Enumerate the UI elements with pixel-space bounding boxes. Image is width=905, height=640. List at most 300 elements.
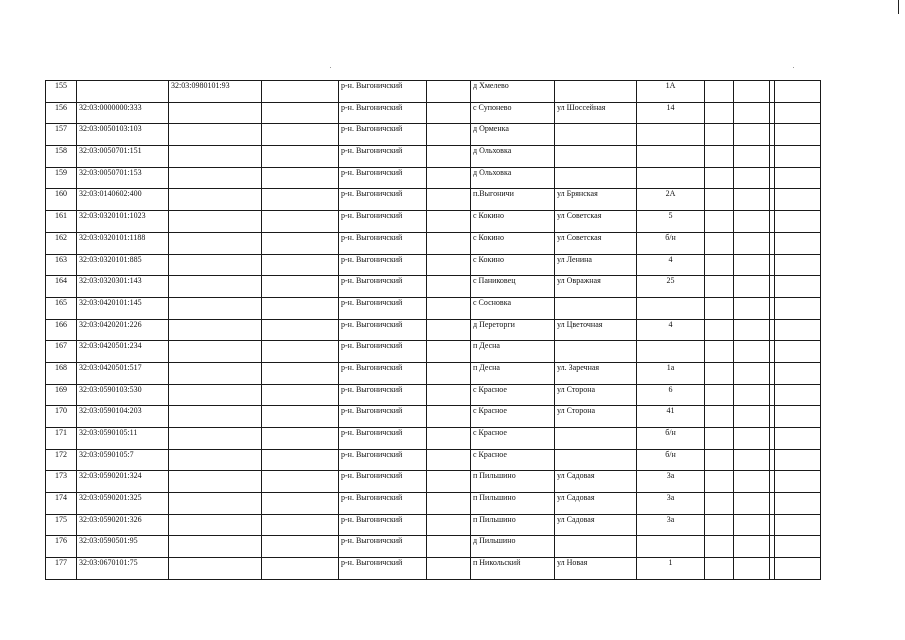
empty-cell: [734, 297, 770, 319]
district-cell: р-н. Выгоничский: [339, 536, 427, 558]
empty-cell: [427, 406, 471, 428]
house-number-cell: 3а: [637, 493, 705, 515]
empty-cell: [427, 167, 471, 189]
street-cell: [555, 124, 637, 146]
settlement-cell: д Орменка: [471, 124, 555, 146]
house-number-cell: 1а: [637, 362, 705, 384]
cadastral-number-alt-cell: [169, 124, 262, 146]
house-number-cell: 3а: [637, 514, 705, 536]
settlement-cell: д Переторги: [471, 319, 555, 341]
row-number-cell: 170: [46, 406, 77, 428]
street-cell: [555, 167, 637, 189]
district-cell: р-н. Выгоничский: [339, 471, 427, 493]
empty-cell: [262, 341, 339, 363]
table-row: [46, 341, 821, 363]
cadastral-number-cell: [77, 81, 169, 103]
house-number-cell: 4: [637, 319, 705, 341]
district-cell: р-н. Выгоничский: [339, 384, 427, 406]
cadastral-number-alt-cell: [169, 319, 262, 341]
empty-cell: [262, 297, 339, 319]
house-number-cell: б/н: [637, 428, 705, 450]
empty-cell: [427, 146, 471, 168]
house-number-cell: 5: [637, 211, 705, 233]
page-edge-mark: [898, 0, 899, 14]
street-cell: ул Советская: [555, 232, 637, 254]
empty-cell: [775, 189, 821, 211]
street-cell: [555, 449, 637, 471]
cadastral-number-cell: 32:03:0670101:75: [77, 558, 169, 580]
settlement-cell: с Паниковец: [471, 276, 555, 298]
district-cell: р-н. Выгоничский: [339, 254, 427, 276]
empty-cell: [705, 558, 734, 580]
empty-cell: [262, 514, 339, 536]
cadastral-number-alt-cell: [169, 232, 262, 254]
empty-cell: [775, 232, 821, 254]
settlement-cell: с Кокино: [471, 232, 555, 254]
street-cell: [555, 297, 637, 319]
table-row: [46, 319, 821, 341]
empty-cell: [734, 493, 770, 515]
empty-cell: [734, 471, 770, 493]
cadastral-number-alt-cell: [169, 297, 262, 319]
empty-cell: [262, 449, 339, 471]
house-number-cell: 4: [637, 254, 705, 276]
cadastral-number-cell: 32:03:0140602:400: [77, 189, 169, 211]
empty-cell: [705, 536, 734, 558]
empty-cell: [427, 341, 471, 363]
cadastral-number-alt-cell: [169, 167, 262, 189]
table-row: [46, 536, 821, 558]
row-number-cell: 167: [46, 341, 77, 363]
empty-cell: [705, 232, 734, 254]
cadastral-number-cell: 32:03:0590201:324: [77, 471, 169, 493]
empty-cell: [262, 124, 339, 146]
row-number-cell: 177: [46, 558, 77, 580]
row-number-cell: 168: [46, 362, 77, 384]
district-cell: р-н. Выгоничский: [339, 81, 427, 103]
empty-cell: [734, 254, 770, 276]
empty-cell: [262, 362, 339, 384]
empty-cell: [427, 81, 471, 103]
house-number-cell: [637, 167, 705, 189]
empty-cell: [427, 124, 471, 146]
empty-cell: [705, 514, 734, 536]
empty-cell: [734, 167, 770, 189]
settlement-cell: п Пильшино: [471, 471, 555, 493]
table-row: [46, 493, 821, 515]
district-cell: р-н. Выгоничский: [339, 124, 427, 146]
cadastral-number-alt-cell: [169, 254, 262, 276]
empty-cell: [427, 102, 471, 124]
empty-cell: [705, 471, 734, 493]
empty-cell: [775, 428, 821, 450]
empty-cell: [775, 449, 821, 471]
empty-cell: [734, 81, 770, 103]
district-cell: р-н. Выгоничский: [339, 276, 427, 298]
row-number-cell: 172: [46, 449, 77, 471]
cadastral-number-alt-cell: [169, 146, 262, 168]
district-cell: р-н. Выгоничский: [339, 232, 427, 254]
empty-cell: [705, 493, 734, 515]
empty-cell: [427, 471, 471, 493]
cadastral-number-cell: 32:03:0590501:95: [77, 536, 169, 558]
empty-cell: [262, 167, 339, 189]
cadastral-number-cell: 32:03:0590201:325: [77, 493, 169, 515]
empty-cell: [262, 319, 339, 341]
district-cell: р-н. Выгоничский: [339, 428, 427, 450]
table-row: [46, 189, 821, 211]
cadastral-number-alt-cell: [169, 102, 262, 124]
cadastral-number-alt-cell: [169, 536, 262, 558]
table-row: [46, 384, 821, 406]
table-row: [46, 167, 821, 189]
empty-cell: [775, 211, 821, 233]
empty-cell: [427, 493, 471, 515]
house-number-cell: [637, 146, 705, 168]
empty-cell: [775, 384, 821, 406]
settlement-cell: п Десна: [471, 341, 555, 363]
cadastral-number-cell: 32:03:0420501:517: [77, 362, 169, 384]
empty-cell: [705, 189, 734, 211]
empty-cell: [427, 189, 471, 211]
empty-cell: [427, 536, 471, 558]
street-cell: ул Садовая: [555, 471, 637, 493]
settlement-cell: с Сосновка: [471, 297, 555, 319]
empty-cell: [705, 319, 734, 341]
settlement-cell: с Красное: [471, 428, 555, 450]
settlement-cell: п Никольский: [471, 558, 555, 580]
settlement-cell: с Красное: [471, 384, 555, 406]
empty-cell: [262, 384, 339, 406]
cadastral-number-alt-cell: [169, 406, 262, 428]
row-number-cell: 164: [46, 276, 77, 298]
empty-cell: [705, 254, 734, 276]
table-row: [46, 362, 821, 384]
house-number-cell: [637, 297, 705, 319]
table-row: [46, 124, 821, 146]
settlement-cell: с Кокино: [471, 211, 555, 233]
cadastral-number-cell: 32:03:0590104:203: [77, 406, 169, 428]
table-row: [46, 514, 821, 536]
empty-cell: [775, 254, 821, 276]
house-number-cell: [637, 341, 705, 363]
empty-cell: [734, 276, 770, 298]
empty-cell: [734, 102, 770, 124]
empty-cell: [427, 254, 471, 276]
cadastral-number-cell: 32:03:0320101:885: [77, 254, 169, 276]
cadastral-number-alt-cell: [169, 449, 262, 471]
street-cell: ул Брянская: [555, 189, 637, 211]
empty-cell: [705, 428, 734, 450]
empty-cell: [734, 384, 770, 406]
empty-cell: [705, 384, 734, 406]
row-number-cell: 169: [46, 384, 77, 406]
street-cell: ул Садовая: [555, 514, 637, 536]
row-number-cell: 173: [46, 471, 77, 493]
house-number-cell: [637, 124, 705, 146]
cadastral-number-alt-cell: [169, 428, 262, 450]
empty-cell: [734, 211, 770, 233]
row-number-cell: 171: [46, 428, 77, 450]
house-number-cell: 14: [637, 102, 705, 124]
street-cell: ул Садовая: [555, 493, 637, 515]
cadastral-number-cell: 32:03:0420501:234: [77, 341, 169, 363]
cadastral-number-cell: 32:03:0590105:7: [77, 449, 169, 471]
empty-cell: [775, 276, 821, 298]
cadastral-number-alt-cell: [169, 276, 262, 298]
row-number-cell: 156: [46, 102, 77, 124]
empty-cell: [734, 536, 770, 558]
cadastral-number-alt-cell: [169, 362, 262, 384]
cadastral-number-alt-cell: [169, 514, 262, 536]
empty-cell: [734, 449, 770, 471]
cadastral-number-alt-cell: 32:03:0980101:93: [169, 81, 262, 103]
house-number-cell: б/н: [637, 232, 705, 254]
empty-cell: [775, 514, 821, 536]
district-cell: р-н. Выгоничский: [339, 167, 427, 189]
house-number-cell: 2А: [637, 189, 705, 211]
empty-cell: [705, 276, 734, 298]
house-number-cell: [637, 536, 705, 558]
street-cell: ул Овражная: [555, 276, 637, 298]
table-row: [46, 102, 821, 124]
district-cell: р-н. Выгоничский: [339, 146, 427, 168]
street-cell: [555, 341, 637, 363]
settlement-cell: с Кокино: [471, 254, 555, 276]
cadastral-number-alt-cell: [169, 384, 262, 406]
empty-cell: [427, 211, 471, 233]
cadastral-number-cell: 32:03:0590103:530: [77, 384, 169, 406]
table-row: [46, 211, 821, 233]
table-row: [46, 254, 821, 276]
street-cell: ул Сторона: [555, 406, 637, 428]
district-cell: р-н. Выгоничский: [339, 514, 427, 536]
street-cell: ул Новая: [555, 558, 637, 580]
settlement-cell: п Десна: [471, 362, 555, 384]
empty-cell: [427, 319, 471, 341]
cadastral-number-alt-cell: [169, 493, 262, 515]
row-number-cell: 163: [46, 254, 77, 276]
empty-cell: [262, 81, 339, 103]
district-cell: р-н. Выгоничский: [339, 493, 427, 515]
empty-cell: [775, 362, 821, 384]
empty-cell: [775, 81, 821, 103]
house-number-cell: 41: [637, 406, 705, 428]
empty-cell: [262, 558, 339, 580]
empty-cell: [705, 211, 734, 233]
empty-cell: [427, 232, 471, 254]
empty-cell: [734, 406, 770, 428]
settlement-cell: д Пильшино: [471, 536, 555, 558]
empty-cell: [705, 362, 734, 384]
empty-cell: [775, 124, 821, 146]
district-cell: р-н. Выгоничский: [339, 319, 427, 341]
settlement-cell: п Пильшино: [471, 514, 555, 536]
empty-cell: [734, 189, 770, 211]
house-number-cell: 6: [637, 384, 705, 406]
cadastral-number-alt-cell: [169, 341, 262, 363]
empty-cell: [427, 449, 471, 471]
row-number-cell: 165: [46, 297, 77, 319]
cadastral-number-cell: 32:03:0050701:151: [77, 146, 169, 168]
empty-cell: [734, 428, 770, 450]
empty-cell: [775, 146, 821, 168]
empty-cell: [427, 428, 471, 450]
empty-cell: [734, 232, 770, 254]
empty-cell: [734, 514, 770, 536]
settlement-cell: д Ольховка: [471, 167, 555, 189]
row-number-cell: 161: [46, 211, 77, 233]
empty-cell: [775, 297, 821, 319]
empty-cell: [427, 384, 471, 406]
registry-body: [46, 81, 821, 580]
settlement-cell: с Супонево: [471, 102, 555, 124]
empty-cell: [705, 167, 734, 189]
empty-cell: [705, 449, 734, 471]
cadastral-number-alt-cell: [169, 471, 262, 493]
row-number-cell: 176: [46, 536, 77, 558]
empty-cell: [775, 471, 821, 493]
cadastral-number-cell: 32:03:0590105:11: [77, 428, 169, 450]
empty-cell: [775, 558, 821, 580]
street-cell: ул Сторона: [555, 384, 637, 406]
cadastral-number-cell: 32:03:0420201:226: [77, 319, 169, 341]
row-number-cell: 175: [46, 514, 77, 536]
settlement-cell: п Пильшино: [471, 493, 555, 515]
street-cell: [555, 146, 637, 168]
empty-cell: [262, 493, 339, 515]
empty-cell: [705, 406, 734, 428]
house-number-cell: 3а: [637, 471, 705, 493]
street-cell: ул. Заречная: [555, 362, 637, 384]
cadastral-number-cell: 32:03:0420101:145: [77, 297, 169, 319]
row-number-cell: 166: [46, 319, 77, 341]
empty-cell: [427, 362, 471, 384]
empty-cell: [427, 276, 471, 298]
empty-cell: [775, 536, 821, 558]
empty-cell: [705, 81, 734, 103]
table-row: [46, 471, 821, 493]
empty-cell: [262, 232, 339, 254]
district-cell: р-н. Выгоничский: [339, 406, 427, 428]
cadastral-number-cell: 32:03:0000000:333: [77, 102, 169, 124]
row-number-cell: 174: [46, 493, 77, 515]
settlement-cell: д Хмелево: [471, 81, 555, 103]
house-number-cell: 1: [637, 558, 705, 580]
table-row: [46, 406, 821, 428]
empty-cell: [427, 297, 471, 319]
settlement-cell: п.Выгоничи: [471, 189, 555, 211]
row-number-cell: 155: [46, 81, 77, 103]
scan-speck: [330, 67, 331, 68]
settlement-cell: д Ольховка: [471, 146, 555, 168]
cadastral-number-cell: 32:03:0320301:143: [77, 276, 169, 298]
empty-cell: [775, 406, 821, 428]
table-row: [46, 297, 821, 319]
cadastral-number-alt-cell: [169, 558, 262, 580]
empty-cell: [262, 471, 339, 493]
street-cell: ул Цветочная: [555, 319, 637, 341]
empty-cell: [734, 124, 770, 146]
district-cell: р-н. Выгоничский: [339, 297, 427, 319]
cadastral-number-cell: 32:03:0590201:326: [77, 514, 169, 536]
table-row: [46, 81, 821, 103]
empty-cell: [262, 536, 339, 558]
district-cell: р-н. Выгоничский: [339, 449, 427, 471]
empty-cell: [775, 493, 821, 515]
street-cell: ул Ленина: [555, 254, 637, 276]
district-cell: р-н. Выгоничский: [339, 362, 427, 384]
table-row: [46, 558, 821, 580]
row-number-cell: 158: [46, 146, 77, 168]
house-number-cell: б/н: [637, 449, 705, 471]
cadastral-number-cell: 32:03:0320101:1023: [77, 211, 169, 233]
property-registry-table: [45, 80, 821, 580]
cadastral-number-alt-cell: [169, 189, 262, 211]
empty-cell: [262, 428, 339, 450]
table-row: [46, 276, 821, 298]
district-cell: р-н. Выгоничский: [339, 189, 427, 211]
empty-cell: [262, 276, 339, 298]
empty-cell: [262, 211, 339, 233]
empty-cell: [734, 146, 770, 168]
district-cell: р-н. Выгоничский: [339, 102, 427, 124]
empty-cell: [705, 297, 734, 319]
row-number-cell: 159: [46, 167, 77, 189]
empty-cell: [705, 124, 734, 146]
street-cell: [555, 536, 637, 558]
empty-cell: [734, 362, 770, 384]
empty-cell: [775, 102, 821, 124]
house-number-cell: 25: [637, 276, 705, 298]
cadastral-number-cell: 32:03:0050701:153: [77, 167, 169, 189]
empty-cell: [734, 319, 770, 341]
district-cell: р-н. Выгоничский: [339, 341, 427, 363]
empty-cell: [775, 167, 821, 189]
empty-cell: [705, 102, 734, 124]
cadastral-number-cell: 32:03:0050103:103: [77, 124, 169, 146]
empty-cell: [262, 254, 339, 276]
empty-cell: [734, 341, 770, 363]
district-cell: р-н. Выгоничский: [339, 211, 427, 233]
empty-cell: [262, 406, 339, 428]
empty-cell: [734, 558, 770, 580]
table-row: [46, 428, 821, 450]
cadastral-number-cell: 32:03:0320101:1188: [77, 232, 169, 254]
street-cell: [555, 81, 637, 103]
house-number-cell: 1А: [637, 81, 705, 103]
district-cell: р-н. Выгоничский: [339, 558, 427, 580]
table-row: [46, 232, 821, 254]
empty-cell: [262, 102, 339, 124]
street-cell: ул Шоссейная: [555, 102, 637, 124]
empty-cell: [775, 319, 821, 341]
table-row: [46, 449, 821, 471]
empty-cell: [705, 341, 734, 363]
row-number-cell: 157: [46, 124, 77, 146]
street-cell: ул Советская: [555, 211, 637, 233]
settlement-cell: с Красное: [471, 449, 555, 471]
table-row: [46, 146, 821, 168]
empty-cell: [705, 146, 734, 168]
row-number-cell: 160: [46, 189, 77, 211]
empty-cell: [262, 146, 339, 168]
empty-cell: [427, 514, 471, 536]
street-cell: [555, 428, 637, 450]
scan-speck: [793, 67, 794, 68]
settlement-cell: с Красное: [471, 406, 555, 428]
row-number-cell: 162: [46, 232, 77, 254]
